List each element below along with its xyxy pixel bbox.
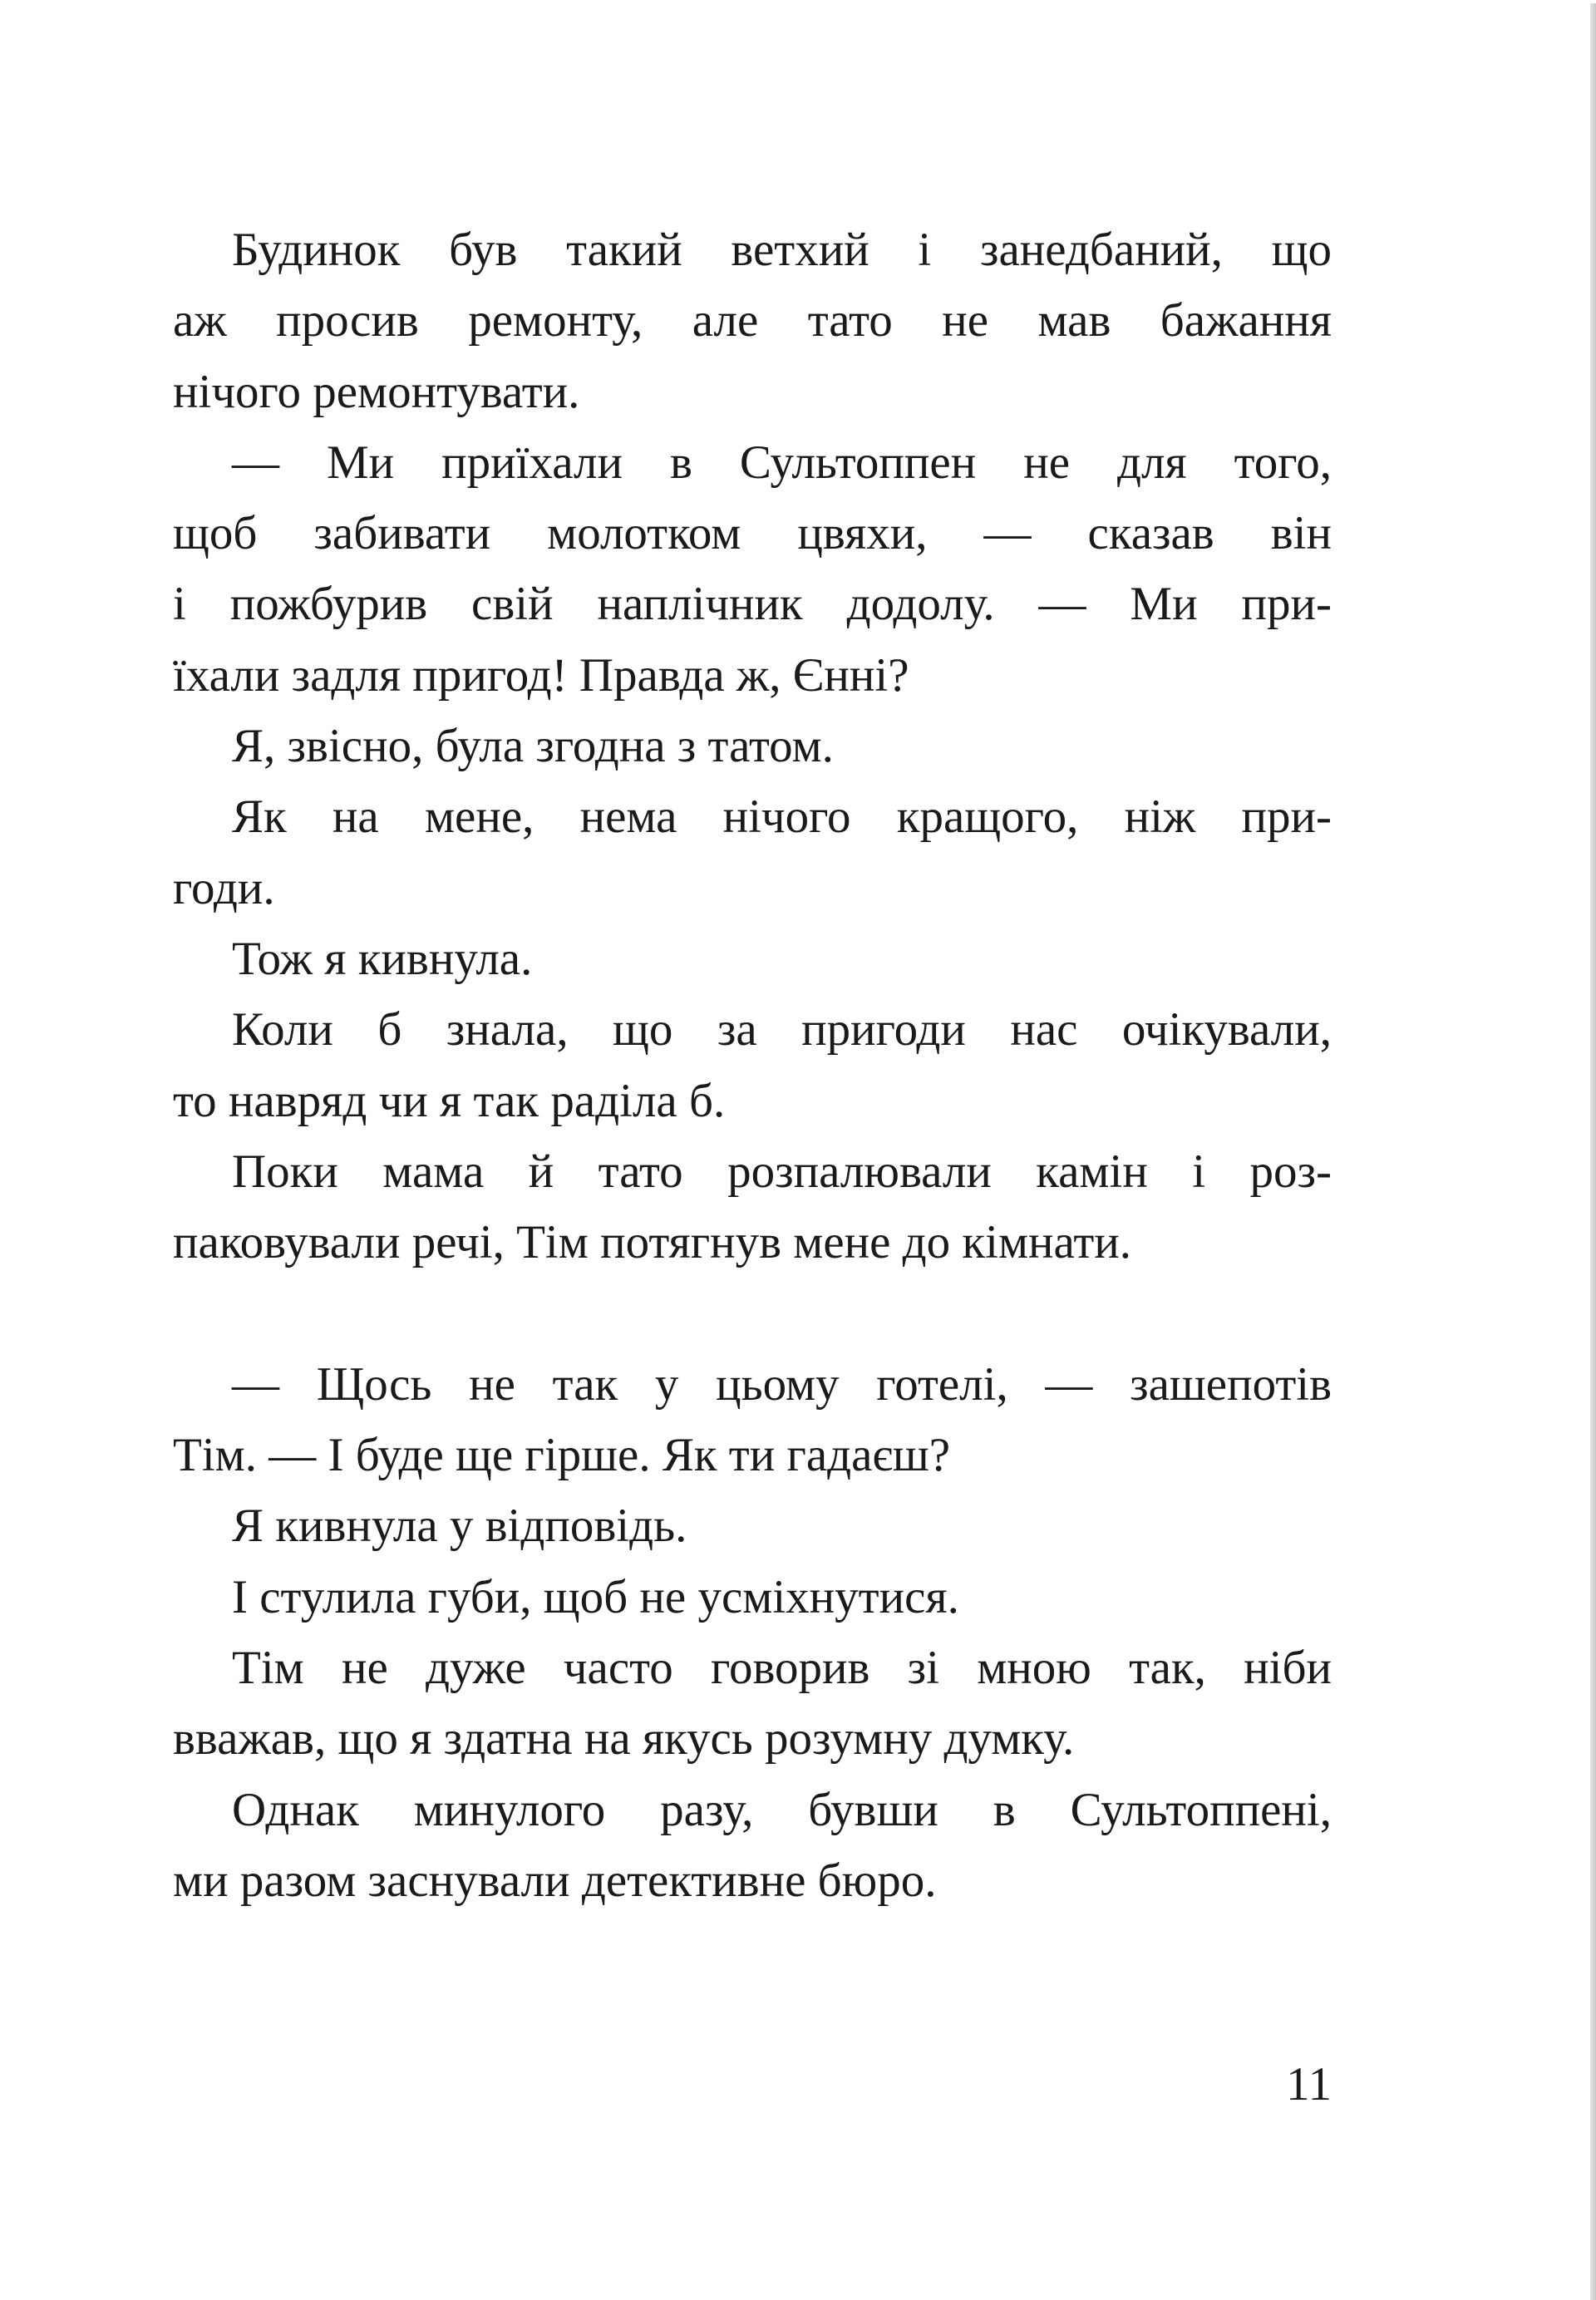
text-line: ми разом заснували детективне бюро. — [173, 1854, 937, 1907]
text-line: Тім не дуже часто говорив зі мною так, ніби — [232, 1641, 1332, 1694]
paragraph — [173, 923, 1332, 994]
paragraph — [173, 214, 1332, 427]
text-line: нічого ремонтувати. — [173, 365, 580, 418]
paragraph — [173, 1490, 1332, 1561]
text-line: — Щось не так у цьому готелі, — зашепотів — [232, 1357, 1332, 1411]
paragraph — [173, 994, 1332, 1136]
paragraph — [173, 711, 1332, 781]
text-line: аж просив ремонту, але тато не мав бажання — [173, 294, 1332, 347]
paragraph — [173, 1633, 1332, 1775]
text-line: вважав, що я здатна на якусь розумну думку. — [173, 1712, 1075, 1766]
text-line: годи. — [173, 861, 275, 914]
body-text — [173, 214, 1332, 1916]
text-line: — Ми приїхали в Сультоппен не для того, — [232, 436, 1332, 489]
page-number: 11 — [1286, 2058, 1332, 2110]
text-line: паковували речі, Тім потягнув мене до кімнати. — [173, 1216, 1132, 1269]
text-line: і пожбурив свій наплічник додолу. — Ми при- — [173, 578, 1332, 631]
text-line: Однак минулого разу, бувши в Сультоппені, — [232, 1783, 1332, 1836]
page-edge-shadow — [1590, 3, 1596, 2300]
text-line: Поки мама й тато розпалювали камін і роз- — [232, 1145, 1332, 1198]
text-line: Як на мене, нема нічого кращого, ніж при- — [232, 790, 1332, 844]
text-line: Тож я кивнула. — [232, 932, 533, 985]
paragraph — [173, 1136, 1332, 1278]
paragraph — [173, 1349, 1332, 1491]
text-line: Я, звісно, була згодна з татом. — [232, 720, 834, 773]
text-line: І стулила губи, щоб не усміхнутися. — [232, 1570, 959, 1623]
paragraph — [173, 427, 1332, 711]
text-line: Будинок був такий ветхий і занедбаний, що — [232, 224, 1332, 276]
text-line: їхали задля пригод! Правда ж, Єнні? — [173, 648, 909, 702]
text-line: щоб забивати молотком цвяхи, — сказав він — [173, 507, 1332, 560]
text-line: то навряд чи я так раділа б. — [173, 1074, 726, 1127]
text-line: Тім. — І буде ще гірше. Як ти гадаєш? — [173, 1429, 951, 1482]
section-break — [173, 1278, 1332, 1348]
paragraph — [173, 1562, 1332, 1633]
text-line: Коли б знала, що за пригоди нас очікували, — [232, 1003, 1332, 1056]
paragraph — [173, 781, 1332, 923]
paragraph — [173, 1775, 1332, 1917]
text-line: Я кивнула у відповідь. — [232, 1500, 687, 1553]
